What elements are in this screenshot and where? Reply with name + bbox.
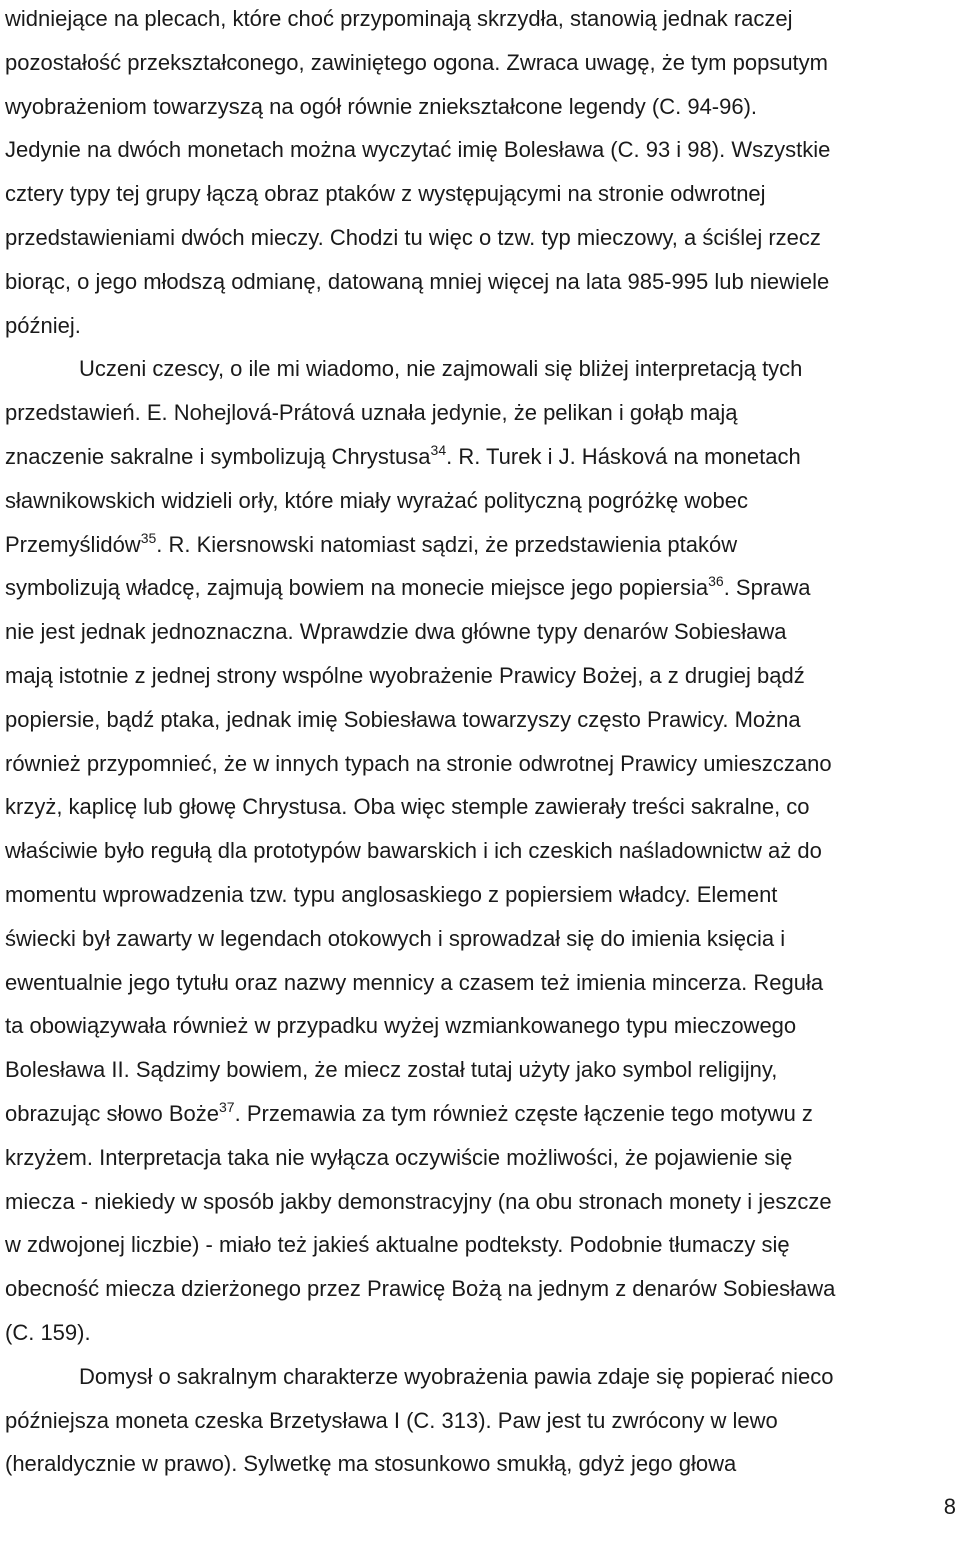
text-run: ewentualnie jego tytułu oraz nazwy mennicy a czasem też imienia mincerza. Reguła — [5, 969, 824, 995]
text-line — [5, 705, 801, 735]
text-line — [5, 267, 829, 297]
text-run: krzyżem. Interpretacja taka nie wyłącza oczywiście możliwości, że pojawienie się — [5, 1144, 793, 1170]
text-run: przedstawieniami dwóch mieczy. Chodzi tu więc o tzw. typ mieczowy, a ściślej rzecz — [5, 225, 821, 250]
text-line — [5, 1011, 796, 1041]
text-line — [5, 836, 822, 866]
text-run: Domysł o sakralnym charakterze wyobrażenia pawia zdaje się popierać nieco — [79, 1363, 834, 1389]
footnote-ref: 34 — [430, 442, 447, 458]
text-line — [5, 1143, 792, 1173]
text-run: Uczeni czescy, o ile mi wiadomo, nie zajmowali się bliżej interpretacją tych — [79, 356, 803, 382]
text-line — [5, 749, 832, 779]
text-line — [5, 223, 821, 253]
text-run: również przypomnieć, że w innych typach na stronie odwrotnej Prawicy umieszczano — [5, 750, 832, 776]
text-line — [5, 1274, 835, 1304]
text-line — [5, 1187, 832, 1217]
text-run: ta obowiązywała również w przypadku wyżej wzmiankowanego typu mieczowego — [5, 1013, 797, 1039]
text-line — [5, 880, 777, 910]
page-number: 8 — [943, 1494, 956, 1519]
text-run: cztery typy tej grupy łączą obraz ptaków z występującymi na stronie odwrotnej — [5, 181, 766, 207]
text-run: momentu wprowadzenia tzw. typu anglosaskiego z popiersiem władcy. Element — [5, 882, 778, 907]
text-run: (heraldycznie w prawo). Sylwetkę ma stosunkowo smukłą, gdyż jego głowa — [5, 1451, 737, 1477]
text-line — [5, 1230, 790, 1260]
text-run: . R. Kiersnowski natomiast sądzi, że przedstawienia ptaków — [156, 531, 738, 557]
text-line — [5, 573, 811, 603]
text-run: biorąc, o jego młodszą odmianę, datowaną mniej więcej na lata 985-995 lub niewiele — [5, 268, 830, 294]
text-line — [5, 1449, 736, 1479]
text-run: krzyż, kaplicę lub głowę Chrystusa. Oba więc stemple zawierały treści sakralne, co — [5, 794, 810, 820]
text-run: obrazując słowo Boże — [5, 1101, 220, 1126]
footnote-ref: 35 — [140, 529, 157, 546]
footnote-ref: 36 — [708, 573, 724, 590]
text-line — [5, 4, 793, 34]
text-run: miecza - niekiedy w sposób jakby demonstracyjny (na obu stronach monety i jeszcze — [5, 1188, 832, 1214]
text-run: . Sprawa — [723, 575, 811, 601]
text-line — [5, 617, 786, 647]
text-run: przedstawień. E. Nohejlová-Prátová uznała jedynie, że pelikan i gołąb mają — [5, 400, 738, 426]
text-run: później. — [5, 312, 81, 338]
text-run: widniejące na plecach, które choć przypominają skrzydła, stanowią jednak raczej — [5, 6, 793, 31]
text-run: obecność miecza dzierżonego przez Prawicę Bożą na jednym z denarów Sobiesława — [5, 1276, 836, 1302]
text-run: Bolesława II. Sądzimy bowiem, że miecz został tutaj użyty jako symbol religijny, — [5, 1057, 778, 1083]
text-run: . Przemawia za tym również częste łączenie tego motywu z — [234, 1101, 813, 1126]
text-line — [5, 92, 757, 122]
text-run: Przemyślidów — [5, 531, 141, 557]
text-run: popiersie, bądź ptaka, jednak imię Sobiesława towarzyszy często Prawicy. Można — [5, 706, 801, 732]
text-line — [5, 661, 805, 691]
text-run: późniejsza moneta czeska Brzetysława I (C. 313). Paw jest tu zwrócony w lewo — [5, 1407, 778, 1433]
text-line — [5, 530, 737, 560]
text-run: sławnikowskich widzieli orły, które miały wyrażać polityczną pogróżkę wobec — [5, 487, 748, 513]
text-run: symbolizują władcę, zajmują bowiem na monecie miejsce jego popiersia — [5, 575, 709, 601]
text-line — [5, 311, 81, 341]
text-run: . R. Turek i J. Hásková na monetach — [446, 444, 801, 469]
footnote-ref: 37 — [219, 1099, 235, 1115]
text-line — [79, 354, 802, 384]
text-line — [5, 1406, 778, 1436]
text-line — [5, 48, 828, 78]
text-line — [5, 792, 810, 822]
text-line — [5, 398, 738, 428]
text-run: w zdwojonej liczbie) - miało też jakieś aktualne podteksty. Podobnie tłumaczy się — [5, 1232, 790, 1258]
text-run: właściwie było regułą dla prototypów bawarskich i ich czeskich naśladownictw aż do — [5, 838, 822, 864]
text-run: wyobrażeniom towarzyszą na ogół równie zniekształcone legendy (C. 94-96). — [5, 93, 758, 119]
text-line — [5, 1318, 91, 1348]
text-line — [5, 1099, 813, 1129]
text-run: mają istotnie z jednej strony wspólne wyobrażenie Prawicy Bożej, a z drugiej bądź — [5, 663, 805, 688]
text-line — [5, 442, 801, 472]
text-run: pozostałość przekształconego, zawiniętego ogona. Zwraca uwagę, że tym popsutym — [5, 49, 828, 75]
text-run: świecki był zawarty w legendach otokowych i sprowadzał się do imienia księcia i — [5, 925, 786, 951]
text-line — [79, 1362, 833, 1392]
text-line — [5, 1055, 777, 1085]
text-run: (C. 159). — [5, 1320, 91, 1345]
text-run: nie jest jednak jednoznaczna. Wprawdzie dwa główne typy denarów Sobiesława — [5, 619, 787, 645]
text-run: Jedynie na dwóch monetach można wyczytać imię Bolesława (C. 93 i 98). Wszystkie — [5, 137, 831, 163]
text-line — [5, 968, 823, 998]
text-line — [5, 924, 785, 954]
text-line — [5, 179, 766, 209]
text-run: znaczenie sakralne i symbolizują Chrystusa — [5, 444, 431, 469]
text-line — [5, 486, 748, 516]
text-line — [5, 135, 830, 165]
